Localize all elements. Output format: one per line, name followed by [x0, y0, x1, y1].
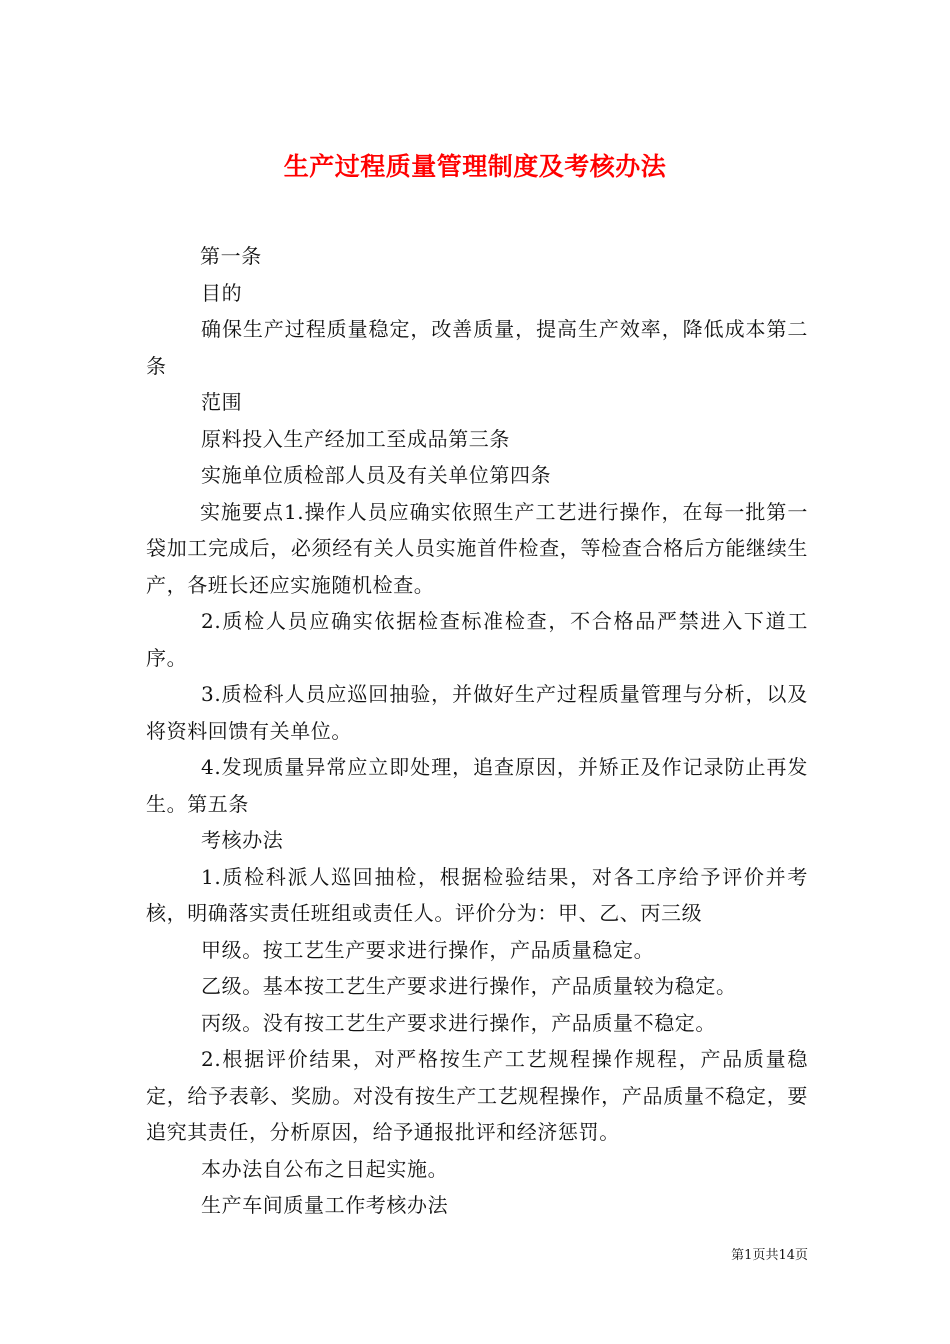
paragraph-purpose-heading: 目的	[201, 280, 243, 305]
paragraph-scope-text: 原料投入生产经加工至成品第三条	[201, 426, 510, 451]
paragraph-grade-b: 乙级。基本按工艺生产要求进行操作，产品质量较为稳定。	[201, 974, 737, 998]
paragraph-point-3: 3.质检科人员应巡回抽验，并做好生产过程质量管理与分析，以及将资料回馈有关单位。	[146, 682, 808, 743]
paragraph-article-1: 第一条	[200, 244, 262, 268]
paragraph-point-4: 4.发现质量异常应立即处理，追查原因，并矫正及作记录防止再发生。第五条	[146, 755, 808, 816]
paragraph-assessment-heading: 考核办法	[201, 828, 284, 852]
paragraph-unit-text: 实施单位质检部人员及有关单位第四条	[201, 463, 552, 487]
paragraph-assessment-2: 2.根据评价结果，对严格按生产工艺规程操作规程，产品质量稳定，给予表彰、奖励。对没有按生产工艺规程操作，产品质量不稳定，要追究其责任，分析原因，给予通报批评和经济惩罚。	[146, 1047, 808, 1144]
paragraph-key-points: 实施要点1.操作人员应确实依照生产工艺进行操作，在每一批第一袋加工完成后，必须经有关人员实施首件检查，等检查合格后方能继续生产，各班长还应实施随机检查。	[146, 499, 808, 597]
paragraph-point-2: 2.质检人员应确实依据检查标准检查，不合格品严禁进入下道工序。	[146, 609, 808, 670]
paragraph-next-title: 生产车间质量工作考核办法	[201, 1193, 449, 1217]
document-body	[146, 238, 808, 1224]
paragraph-grade-c: 丙级。没有按工艺生产要求进行操作，产品质量不稳定。	[201, 1010, 716, 1035]
paragraph-grade-a: 甲级。按工艺生产要求进行操作，产品质量稳定。	[201, 937, 655, 962]
paragraph-scope-heading: 范围	[201, 390, 243, 414]
paragraph-assessment-1: 1.质检科派人巡回抽检，根据检验结果，对各工序给予评价并考核，明确落实责任班组或责任人。评价分为：甲、乙、丙三级	[146, 864, 808, 925]
paragraph-purpose-text: 确保生产过程质量稳定，改善质量，提高生产效率，降低成本第二条	[146, 317, 808, 378]
page-footer: 第1页共14页	[731, 1248, 808, 1263]
paragraph-effective-date: 本办法自公布之日起实施。	[201, 1156, 449, 1181]
document-title: 生产过程质量管理制度及考核办法	[283, 151, 667, 181]
